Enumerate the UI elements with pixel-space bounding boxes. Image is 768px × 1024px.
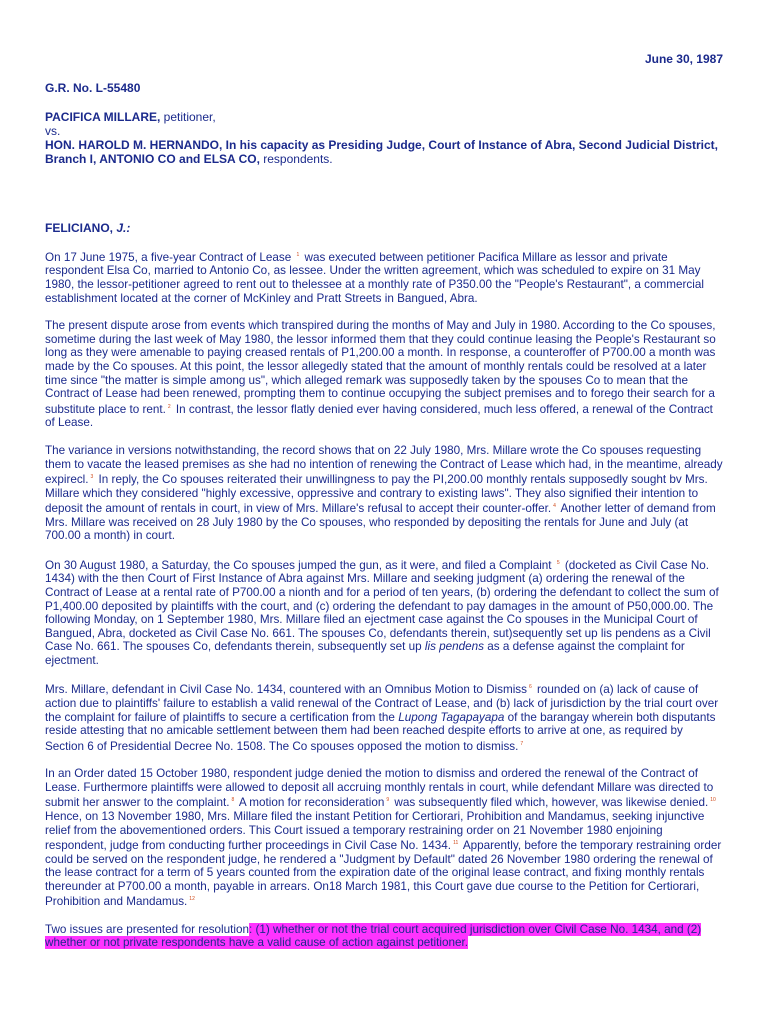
paragraph-7 — [45, 923, 723, 950]
text: Apparently, before the temporary restraining order could be served on the respondent judge, he rendered a "Judgment by Default" dated 26 November 1980 ordering the renewal of the lease contract for a term of 5 years counted from the expiration date of the original lease contract, and fixing monthly rentals thereunder at P700.00 a month, payable in arrears. On18 March 1981, this Court gave due course to the Petition for Certiorari, Prohibition and Mandamus. — [45, 838, 722, 909]
text: A motion for reconsideration — [236, 796, 385, 810]
footnote-link[interactable]: 2 — [167, 403, 171, 410]
versus: vs. — [45, 124, 61, 138]
footnote-link[interactable]: 11 — [453, 840, 459, 847]
ponente — [45, 221, 130, 235]
text: The variance in versions notwithstanding, the record shows that on 22 July 1980, Mrs. Millare wrote the Co spouses requesting them to vacate the leased premises as she had no intention of renewing the Contract of Lease which had, in the meantime, already expirecl. — [45, 443, 723, 486]
text: The present dispute arose from events which transpired during the months of May and July in 1980. According to the Co spouses, sometime during the last week of May 1980, the lessor informed them that they could continue leasing the People's Restaurant so long as they were amenable to paying creased rentals of P1,200.00 a month. In response, a counteroffer of P700.00 a month was made by the Co spouses. At this point, the lessor allegedly stated that the amount of monthly rentals could be resolved at a later time since "the matter is simple among us", which alleged remark was supposedly taken by the spouses Co to mean that the Contract of Lease had been renewed, prompting them to continue occupying the subject premises and to forego their search for a substitute place to rent. — [45, 319, 716, 416]
petitioner-name: PACIFICA MILLARE, — [45, 110, 161, 124]
paragraph-2 — [45, 319, 723, 430]
italic-term: Lupong Tagapayapa — [398, 710, 505, 724]
petitioner-role: petitioner, — [160, 110, 216, 124]
case-caption — [45, 110, 723, 166]
footnote-link[interactable]: 7 — [520, 740, 524, 747]
respondents-names: HON. HAROLD M. HERNANDO, In his capacity as Presiding Judge, Court of Instance of Abra, Second Judicial District, Branch I, ANTONIO CO and ELSA CO, — [45, 138, 718, 166]
italic-term: lis pendens — [424, 640, 485, 654]
footnote-link[interactable]: 10 — [710, 797, 716, 804]
text: was executed between petitioner Pacifica Millare as lessor and private respondent Elsa Co, married to Antonio Co, as lessee. Under the written agreement, which was scheduled to expire on 31 May 1980, the lessor-petitioner agreed to rent out to thelessee at a monthly rate of P350.00 the "People's Restaurant", a commercial establishment located at the corner of McKinley and Pratt Streets in Bangued, Abra. — [45, 250, 704, 305]
respondents-line — [45, 138, 723, 166]
ponente-name: FELICIANO, — [45, 221, 117, 235]
paragraph-1 — [45, 249, 723, 305]
footnote-link[interactable]: 1 — [296, 252, 300, 258]
text: rounded on (a) lack of cause of action due to plaintiffs' failure to establish a valid renewal of the Contract of Lease, and (b) lack of jurisdiction by the trial court over the complaint for failure of plaintiffs to secure a certification from the — [45, 683, 719, 724]
footnote-link[interactable]: 3 — [90, 474, 94, 481]
text: Mrs. Millare, defendant in Civil Case No. 1434, countered with an Omnibus Motion to Dismiss — [45, 683, 527, 697]
footnote-link[interactable]: 4 — [553, 503, 556, 510]
text: Hence, on 13 November 1980, Mrs. Millare filed the instant Petition for Certiorari, Prohibition and Mandamus, seeking injunctive relief from the abovementioned orders. This Court issued a temporary restraining order on 21 November 1980 enjoining respondent, judge from conducting further proceedings in Civil Case No. 1434. — [45, 809, 705, 852]
paragraph-5 — [45, 681, 723, 753]
text: In an Order dated 15 October 1980, respondent judge denied the motion to dismiss and ordered the renewal of the Contract of Lease. Furthermore plaintiffs were allowed to deposit all accruing monthly rentals in court, while defendant Millare was directed to submit her answer to the complaint. — [45, 767, 714, 810]
text: On 17 June 1975, a five-year Contract of Lease — [45, 250, 295, 264]
text: Another letter of demand from Mrs. Millare was received on 28 July 1980 by the Co spouses, who responded by depositing the rentals for June and July (at 700.00 a month) in court. — [45, 502, 716, 543]
gr-number: G.R. No. L-55480 — [45, 81, 141, 95]
text: of the barangay wherein both disputants reside attesting that no amicable settlement between them had been reached despite efforts to arrive at one, as required by Section 6 of Presidential Decree No. 1508. The Co spouses opposed the motion to dismiss. — [45, 710, 716, 753]
ponente-title: J.: — [116, 221, 131, 235]
respondents-role: respondents. — [259, 152, 333, 166]
text: In contrast, the lessor flatly denied ever having considered, much less offered, a renewal of the Contract of Lease. — [45, 402, 713, 430]
text: as a defense against the complaint for ejectment. — [45, 640, 685, 667]
text: was subsequently filed which, however, was likewise denied. — [391, 796, 709, 810]
paragraph-6 — [45, 767, 723, 909]
text: On 30 August 1980, a Saturday, the Co spouses jumped the gun, as it were, and filed a Complaint — [45, 558, 555, 572]
paragraph-4 — [45, 557, 723, 668]
text: Two issues are presented for resolution — [45, 922, 249, 936]
decision-body — [45, 249, 723, 964]
footnote-link[interactable]: 6 — [529, 684, 532, 691]
decision-date: June 30, 1987 — [644, 52, 723, 66]
footnote-link[interactable]: 9 — [386, 797, 390, 804]
footnote-link[interactable]: 8 — [231, 797, 235, 804]
text: (docketed as Civil Case No. 1434) with the then Court of First Instance of Abra against Mrs. Millare and seeking judgment (a) ordering the renewal of the Contract of Lease at a rental rate of P700.00 a nionth and for a period of ten years, (b) ordering the defendant to collect the sum of P1,400.00 deposited by plaintiffs with the court, and (c) ordering the defendant to pay damages in the amount of P50,000.00. The following Monday, on 1 September 1980, Mrs. Millare filed an ejectment case against the Co spouses in the Municipal Court of Bangued, Abra, docketed as Civil Case No. 661. The spouses Co, defendants therein, sut)sequently set up lis pendens as a Civil Case No. 661. The spouses Co, defendants therein, subsequently set up — [45, 558, 719, 654]
paragraph-3 — [45, 444, 723, 543]
footnote-link[interactable]: 5 — [556, 559, 560, 566]
petitioner-line — [45, 110, 723, 124]
highlighted-text[interactable]: : (1) whether or not the trial court acquired jurisdiction over Civil Case No. 1434, and (2) whether or not private respondents have a valid cause of action against petitioner. — [45, 922, 702, 950]
footnote-link[interactable]: 12 — [189, 896, 195, 903]
text: In reply, the Co spouses reiterated their unwillingness to pay the PI,200.00 monthly rentals supposedly sought bv Mrs. Millare which they considered "highly excessive, oppressive and contrary to existing laws". They also signified their intention to deposit the amount of rentals in court, in view of Mrs. Millare's refusal to accept their counter-offer. — [45, 472, 708, 516]
